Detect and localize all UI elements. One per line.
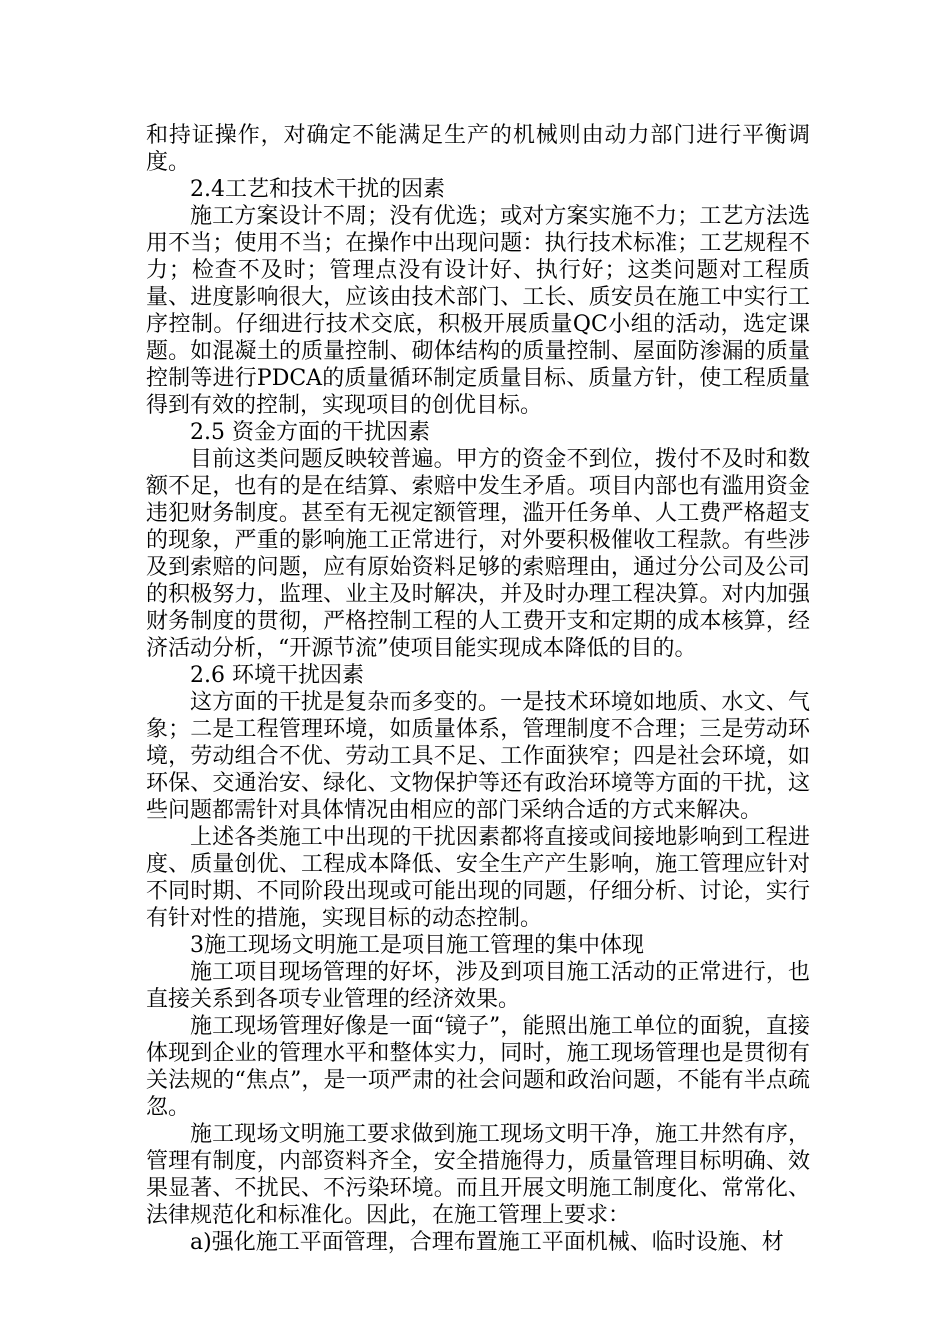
paragraph-funding: 目前这类问题反映较普遍。甲方的资金不到位，拨付不及时和数额不足，也有的是在结算、索赔中发生矛盾。项目内部也有滥用资金违犯财务制度。甚至有无视定额管理，滥开任务单、人工费严格超支的现象，严重的影响施工正常进行，对外要积极催收工程款。有些涉及到索赔的问题，应有原始资料足够的索赔理由，通过分公司及公司的积极努力，监理、业主及时解决，并及时办理工程决算。对内加强财务制度的贯彻，严格控制工程的人工费开支和定期的成本核算，经济活动分析，“开源节流”使项目能实现成本降低的目的。 [146, 447, 810, 661]
paragraph-process-technology: 施工方案设计不周；没有优选；或对方案实施不力；工艺方法选用不当；使用不当；在操作中出现问题：执行技术标准；工艺规程不力；检查不及时；管理点没有设计好、执行好；这类问题对工程质量、进度影响很大，应该由技术部门、工长、质安员在施工中实行工序控制。仔细进行技术交底，积极开展质量QC小组的活动，选定课题。如混凝土的质量控制、砌体结构的质量控制、屋面防渗漏的质量控制等进行PDCA的质量循环制定质量目标、质量方针，使工程质量得到有效的控制，实现项目的创优目标。 [146, 204, 810, 418]
paragraph-summary: 上述各类施工中出现的干扰因素都将直接或间接地影响到工程进度、质量创优、工程成本降低、安全生产产生影响，施工管理应针对不同时期、不同阶段出现或可能出现的同题，仔细分析、讨论，实行有针对性的措施，实现目标的动态控制。 [146, 825, 810, 931]
section-heading-2-5: 2.5 资金方面的干扰因素 [190, 420, 430, 445]
paragraph-item-a: a)强化施工平面管理，合理布置施工平面机械、临时设施、材 [190, 1230, 784, 1255]
paragraph-site-management: 施工项目现场管理的好坏，涉及到项目施工活动的正常进行，也直接关系到各项专业管理的经济效果。 [146, 960, 810, 1012]
paragraph-continuation: 和持证操作，对确定不能满足生产的机械则由动力部门进行平衡调度。 [146, 123, 810, 175]
section-heading-2-6: 2.6 环境干扰因素 [190, 663, 364, 688]
document-body [146, 122, 810, 1256]
section-heading-2-4: 2.4工艺和技术干扰的因素 [190, 177, 445, 202]
paragraph-civilized-construction: 施工现场文明施工要求做到施工现场文明干净，施工井然有序，管理有制度，内部资料齐全，安全措施得力，质量管理目标明确、效果显著、不扰民、不污染环境。而且开展文明施工制度化、常常化、法律规范化和标准化。因此，在施工管理上要求： [146, 1122, 810, 1228]
paragraph-mirror: 施工现场管理好像是一面“镜子”，能照出施工单位的面貌，直接体现到企业的管理水平和整体实力，同时，施工现场管理也是贯彻有关法规的“焦点”，是一项严肃的社会问题和政治问题，不能有半点疏忽。 [146, 1014, 810, 1120]
section-heading-3: 3施工现场文明施工是项目施工管理的集中体现 [190, 933, 644, 958]
paragraph-environment: 这方面的干扰是复杂而多变的。一是技术环境如地质、水文、气象；二是工程管理环境，如质量体系，管理制度不合理；三是劳动环境，劳动组合不优、劳动工具不足、工作面狭窄；四是社会环境，如环保、交通治安、绿化、文物保护等还有政治环境等方面的干扰，这些问题都需针对具体情况由相应的部门采纳合适的方式来解决。 [146, 690, 810, 823]
